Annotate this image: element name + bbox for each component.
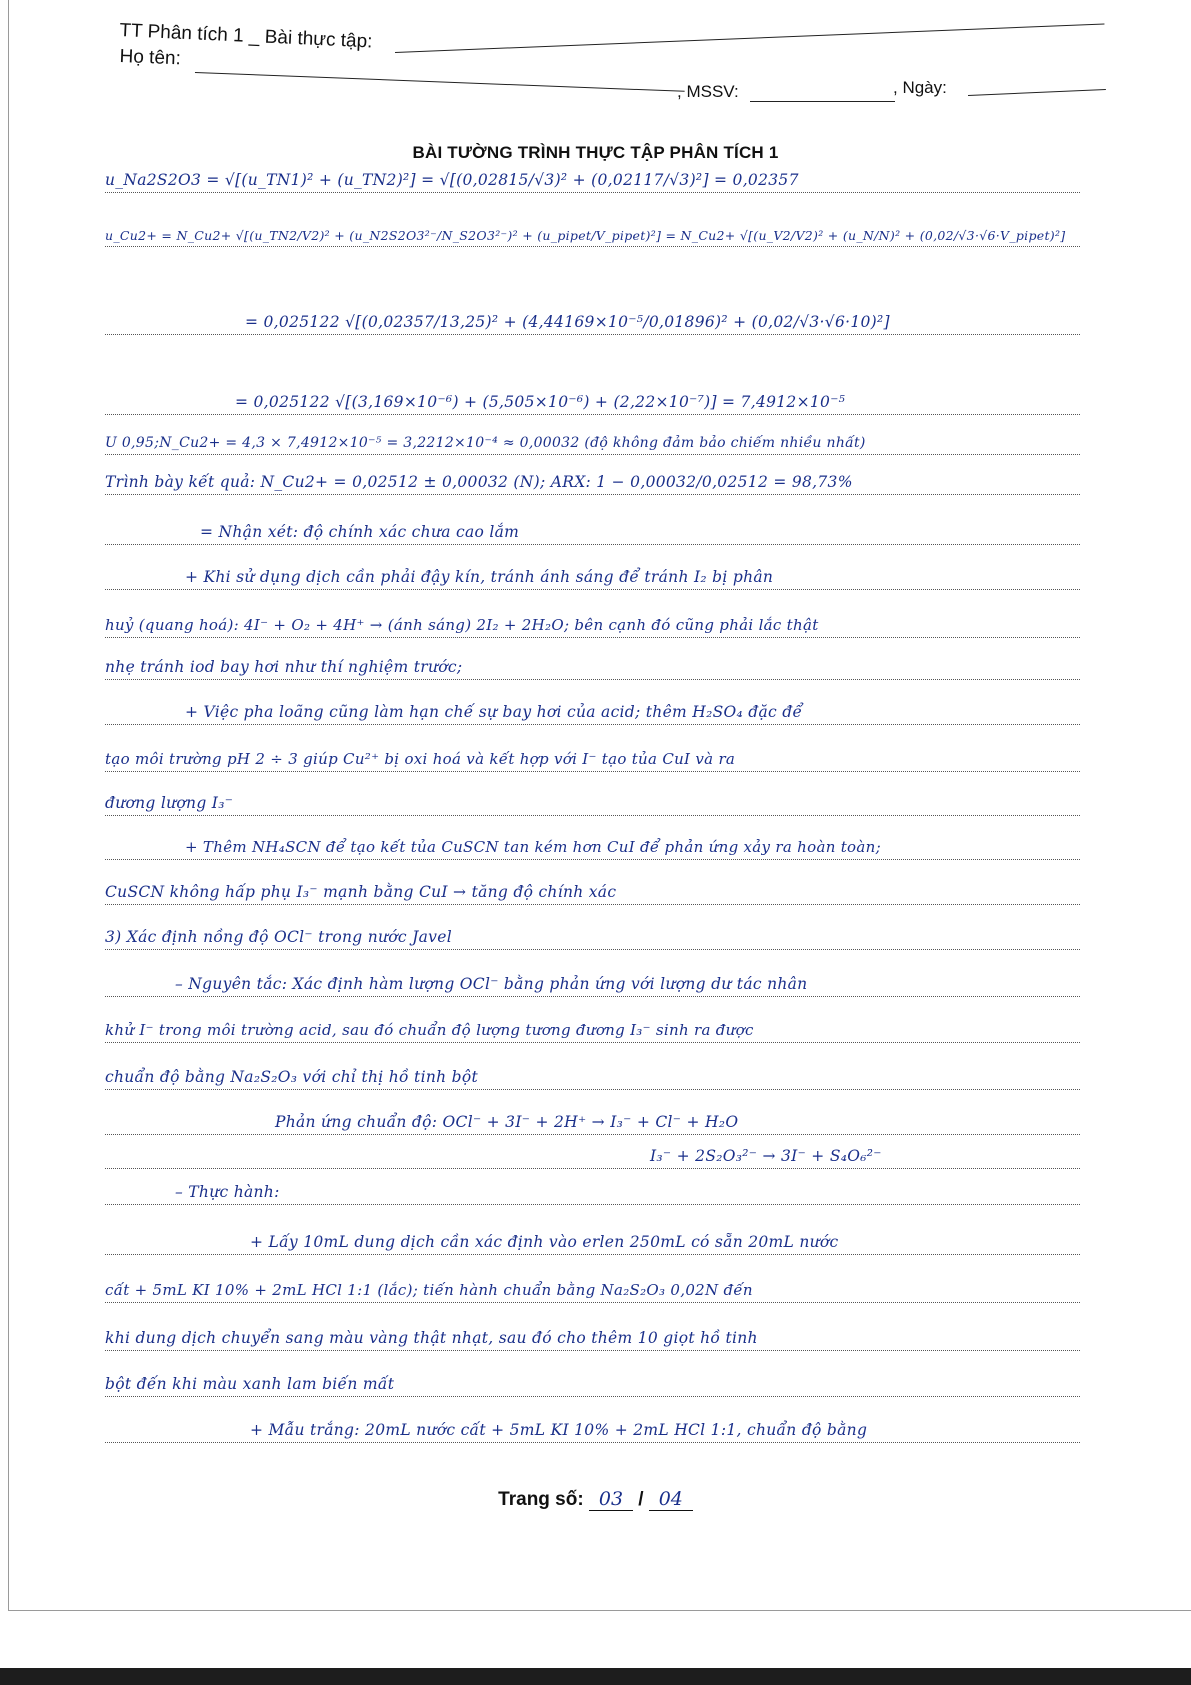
line-24 bbox=[105, 1268, 1080, 1303]
handwritten-text: u_Cu2+ = N_Cu2+ √[(u_TN2/V2)² + (u_N2S2O3²⁻/N_S2O3²⁻)² + (u_pipet/V_pipet)²] = N_Cu2+ √[(u_V2/V2)² + (u_N/N)² + (0,02/√3·√6·V_pipet)²] bbox=[105, 228, 1066, 243]
handwritten-text: khử I⁻ trong môi trường acid, sau đó chuẩn độ lượng tương đương I₃⁻ sinh ra được bbox=[105, 1021, 754, 1039]
line-21 bbox=[105, 1134, 1080, 1169]
line-22 bbox=[105, 1170, 1080, 1205]
handwritten-text: + Thêm NH₄SCN để tạo kết tủa CuSCN tan kém hơn CuI để phản ứng xảy ra hoàn toàn; bbox=[185, 838, 881, 856]
handwritten-text: + Lấy 10mL dung dịch cần xác định vào erlen 250mL có sẵn 20mL nước bbox=[250, 1233, 839, 1251]
line-20 bbox=[105, 1100, 1080, 1135]
line-11 bbox=[105, 690, 1080, 725]
page-number bbox=[0, 1488, 1191, 1511]
line-19 bbox=[105, 1055, 1080, 1090]
handwritten-text: + Mẫu trắng: 20mL nước cất + 5mL KI 10% + 2mL HCl 1:1, chuẩn độ bằng bbox=[250, 1421, 868, 1439]
handwritten-text: chuẩn độ bằng Na₂S₂O₃ với chỉ thị hồ tinh bột bbox=[105, 1068, 478, 1086]
line-8 bbox=[105, 555, 1080, 590]
handwritten-text: = Nhận xét: độ chính xác chưa cao lắm bbox=[200, 523, 520, 541]
line-9 bbox=[105, 603, 1080, 638]
handwritten-text: khi dung dịch chuyển sang màu vàng thật nhạt, sau đó cho thêm 10 giọt hồ tinh bbox=[105, 1329, 758, 1347]
line-18 bbox=[105, 1008, 1080, 1043]
handwritten-text: cất + 5mL KI 10% + 2mL HCl 1:1 (lắc); tiến hành chuẩn bằng Na₂S₂O₃ 0,02N đến bbox=[105, 1281, 753, 1299]
page-separator: / bbox=[638, 1489, 644, 1510]
handwritten-text: CuSCN không hấp phụ I₃⁻ mạnh bằng CuI → tăng độ chính xác bbox=[105, 883, 617, 901]
name-label: Họ tên: bbox=[119, 46, 182, 70]
page-label: Trang số: bbox=[498, 1489, 584, 1510]
line-14 bbox=[105, 825, 1080, 860]
handwritten-text: u_Na2S2O3 = √[(u_TN1)² + (u_TN2)²] = √[(0,02815/√3)² + (0,02117/√3)²] = 0,02357 bbox=[105, 171, 799, 189]
line-10 bbox=[105, 645, 1080, 680]
student-id-label: , MSSV: bbox=[677, 82, 739, 101]
line-5 bbox=[105, 420, 1080, 455]
handwritten-text: – Thực hành: bbox=[175, 1183, 280, 1201]
handwritten-text: huỷ (quang hoá): 4I⁻ + O₂ + 4H⁺ → (ánh sáng) 2I₂ + 2H₂O; bên cạnh đó cũng phải lắc thật bbox=[105, 616, 819, 634]
page-total: 04 bbox=[649, 1488, 693, 1511]
handwritten-text: Trình bày kết quả: N_Cu2+ = 0,02512 ± 0,00032 (N); ARX: 1 − 0,00032/0,02512 = 98,73% bbox=[105, 473, 853, 491]
line-6 bbox=[105, 460, 1080, 495]
student-id-underline bbox=[750, 101, 895, 102]
line-26 bbox=[105, 1362, 1080, 1397]
line-7 bbox=[105, 510, 1080, 545]
handwritten-text: = 0,025122 √[(0,02357/13,25)² + (4,44169×10⁻⁵/0,01896)² + (0,02/√3·√6·10)²] bbox=[245, 313, 890, 331]
line-17 bbox=[105, 962, 1080, 997]
handwritten-text: U 0,95;N_Cu2+ = 4,3 × 7,4912×10⁻⁵ = 3,2212×10⁻⁴ ≈ 0,00032 (độ không đảm bảo chiếm nhiều nhất) bbox=[105, 435, 866, 451]
line-16 bbox=[105, 915, 1080, 950]
handwritten-text: = 0,025122 √[(3,169×10⁻⁶) + (5,505×10⁻⁶) + (2,22×10⁻⁷)] = 7,4912×10⁻⁵ bbox=[235, 393, 846, 411]
line-12 bbox=[105, 737, 1080, 772]
handwritten-text: – Nguyên tắc: Xác định hàm lượng OCl⁻ bằng phản ứng với lượng dư tác nhân bbox=[175, 975, 808, 993]
handwritten-text: + Việc pha loãng cũng làm hạn chế sự bay hơi của acid; thêm H₂SO₄ đặc để bbox=[185, 703, 803, 721]
page-current: 03 bbox=[589, 1488, 633, 1511]
line-25 bbox=[105, 1316, 1080, 1351]
handwritten-text: Phản ứng chuẩn độ: OCl⁻ + 3I⁻ + 2H⁺ → I₃⁻ + Cl⁻ + H₂O bbox=[275, 1113, 739, 1131]
scan-edge bbox=[0, 1668, 1191, 1685]
line-13 bbox=[105, 781, 1080, 816]
line-27 bbox=[105, 1408, 1080, 1443]
line-1 bbox=[105, 158, 1080, 193]
handwritten-text: nhẹ tránh iod bay hơi như thí nghiệm trước; bbox=[105, 658, 463, 676]
handwritten-text: bột đến khi màu xanh lam biến mất bbox=[105, 1375, 395, 1393]
handwritten-text: + Khi sử dụng dịch cần phải đậy kín, tránh ánh sáng để tránh I₂ bị phân bbox=[185, 568, 774, 586]
handwritten-text: 3) Xác định nồng độ OCl⁻ trong nước Javel bbox=[105, 928, 452, 946]
handwritten-text: đương lượng I₃⁻ bbox=[105, 794, 234, 812]
line-4 bbox=[105, 380, 1080, 415]
course-label: TT Phân tích 1 _ Bài thực tập: bbox=[119, 20, 373, 53]
line-23 bbox=[105, 1220, 1080, 1255]
handwritten-text: tạo môi trường pH 2 ÷ 3 giúp Cu²⁺ bị oxi hoá và kết hợp với I⁻ tạo tủa CuI và ra bbox=[105, 750, 736, 768]
line-2 bbox=[105, 212, 1080, 247]
line-3 bbox=[105, 300, 1080, 335]
handwritten-text: I₃⁻ + 2S₂O₃²⁻ → 3I⁻ + S₄O₆²⁻ bbox=[650, 1147, 882, 1165]
line-15 bbox=[105, 870, 1080, 905]
date-label: , Ngày: bbox=[893, 78, 947, 97]
document-title: BÀI TƯỜNG TRÌNH THỰC TẬP PHÂN TÍCH 1 bbox=[412, 143, 779, 162]
